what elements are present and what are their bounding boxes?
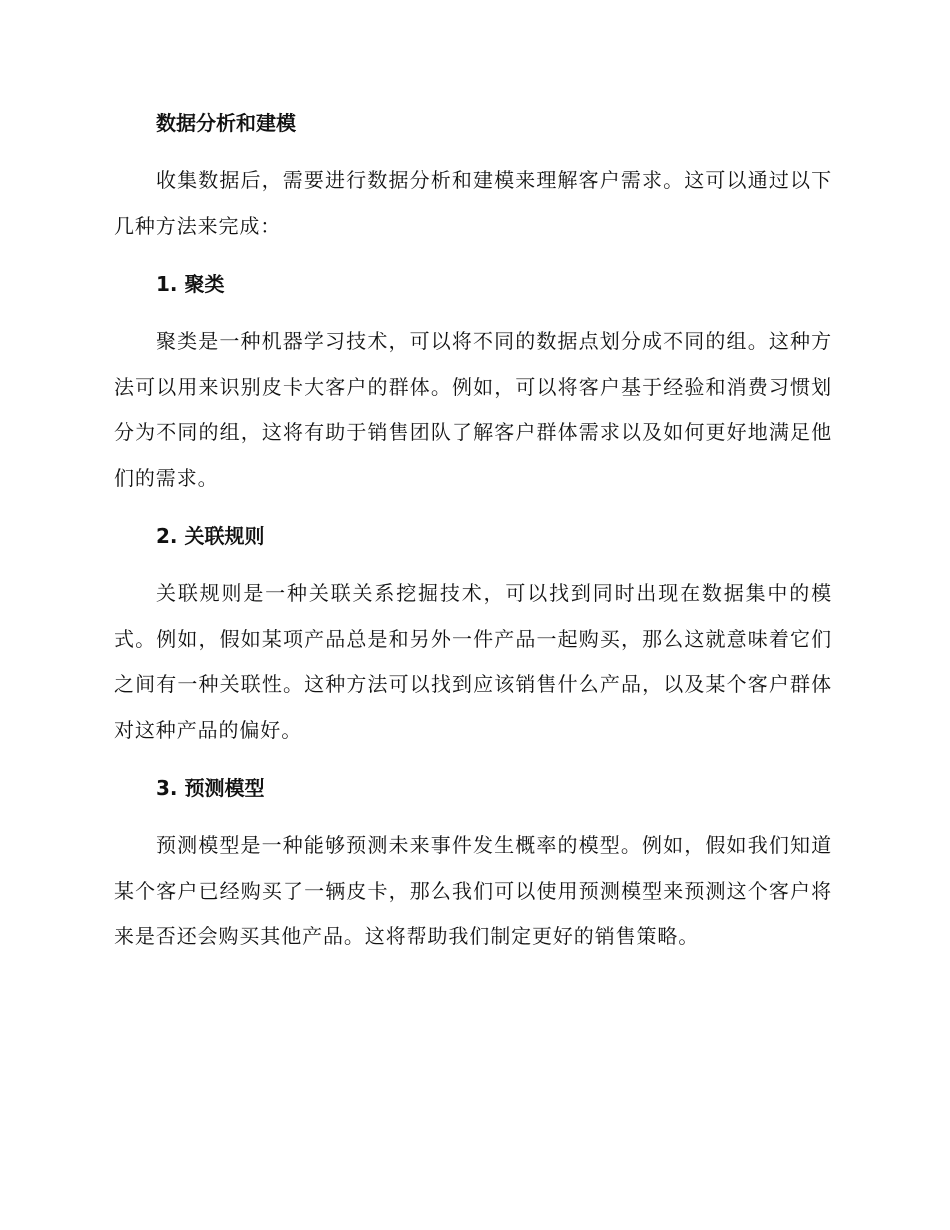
- section-title-predictive-model: 3. 预测模型: [156, 776, 265, 800]
- section-title-clustering: 1. 聚类: [156, 272, 225, 296]
- section-title-association-rules: 2. 关联规则: [156, 524, 265, 548]
- intro-paragraph: 收集数据后，需要进行数据分析和建模来理解客户需求。这可以通过以下几种方法来完成：: [114, 168, 832, 238]
- page-heading: 数据分析和建模: [156, 111, 296, 135]
- section-body-predictive-model: 预测模型是一种能够预测未来事件发生概率的模型。例如，假如我们知道某个客户已经购买了一辆皮卡，那么我们可以使用预测模型来预测这个客户将来是否还会购买其他产品。这将帮助我们制定更好的销售策略。: [114, 833, 832, 948]
- section-body-clustering: 聚类是一种机器学习技术，可以将不同的数据点划分成不同的组。这种方法可以用来识别皮卡大客户的群体。例如，可以将客户基于经验和消费习惯划分为不同的组，这将有助于销售团队了解客户群体需求以及如何更好地满足他们的需求。: [114, 329, 832, 490]
- document-page: [114, 108, 832, 960]
- section-body-association-rules: 关联规则是一种关联关系挖掘技术，可以找到同时出现在数据集中的模式。例如，假如某项产品总是和另外一件产品一起购买，那么这就意味着它们之间有一种关联性。这种方法可以找到应该销售什么产品，以及某个客户群体对这种产品的偏好。: [114, 581, 832, 742]
